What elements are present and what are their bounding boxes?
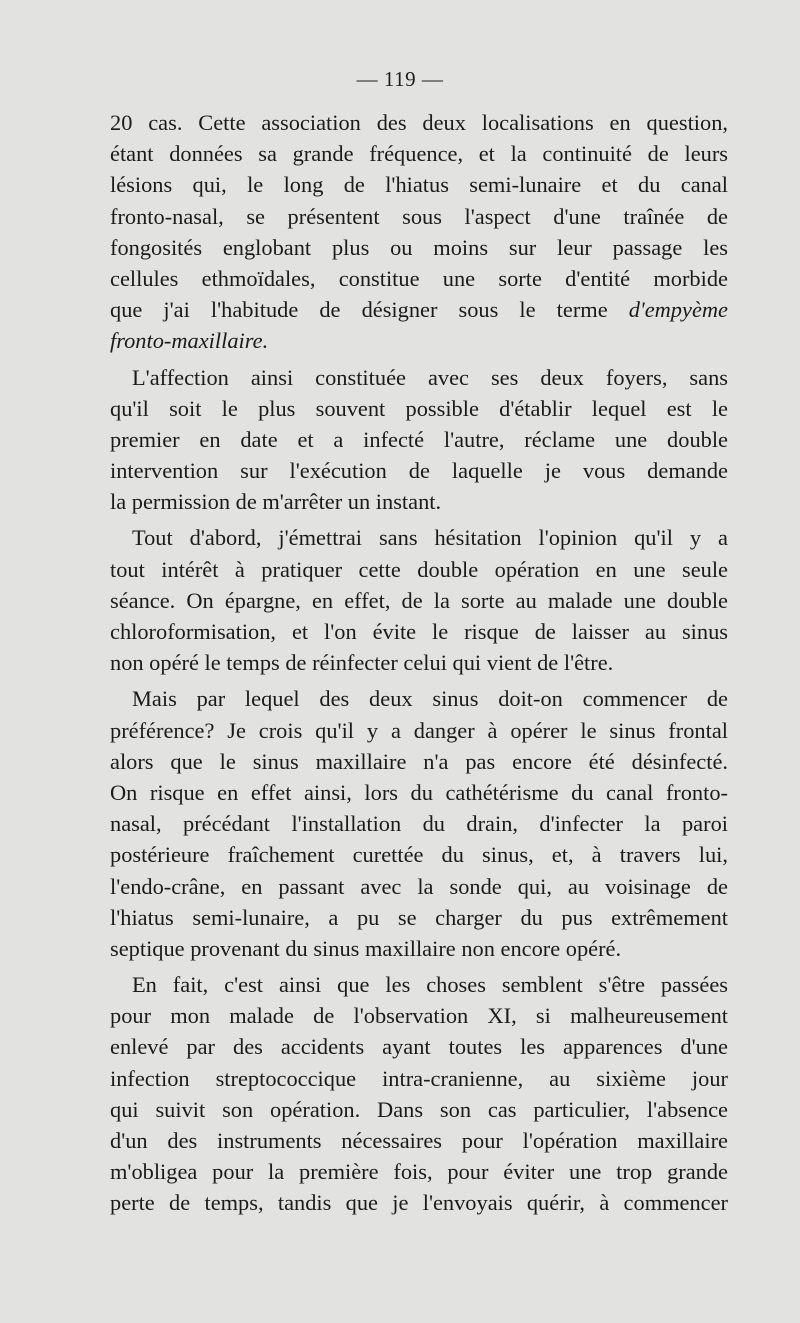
text-line: l'endo-crâne, en passant avec la sonde qui, au voisinage de [110, 873, 728, 899]
paragraph [110, 107, 728, 357]
text-line: non opéré le temps de réinfecter celui qui vient de l'être. [110, 650, 614, 676]
text-line: Mais par lequel des deux sinus doit-on commencer de [132, 686, 728, 712]
paragraph [110, 969, 728, 1219]
italic-term: fronto-maxillaire. [110, 328, 269, 354]
text-line: alors que le sinus maxillaire n'a pas encore été désinfecté. [110, 748, 728, 774]
paragraph [110, 362, 728, 518]
text-line: On risque en effet ainsi, lors du cathétérisme du canal fronto- [110, 779, 728, 805]
body-text [110, 107, 728, 1219]
text-line: fongosités englobant plus ou moins sur leur passage les [110, 234, 728, 260]
paragraph [110, 522, 728, 678]
text-line: qu'il soit le plus souvent possible d'établir lequel est le [110, 395, 728, 421]
text-line: L'affection ainsi constituée avec ses deux foyers, sans [132, 364, 728, 390]
text-line: perte de temps, tandis que je l'envoyais quérir, à commencer [110, 1190, 728, 1216]
text-line: d'un des instruments nécessaires pour l'opération maxillaire [110, 1128, 728, 1153]
text-line: préférence? Je crois qu'il y a danger à opérer le sinus frontal [110, 717, 728, 743]
page-number: — 119 — [356, 67, 444, 91]
text-line: 20 cas. Cette association des deux localisations en question, [110, 110, 728, 135]
text-line: chloroformisation, et l'on évite le risque de laisser au sinus [110, 619, 728, 644]
text-line: étant données sa grande fréquence, et la continuité de leurs [110, 141, 728, 167]
text-line: intervention sur l'exécution de laquelle je vous demande [110, 458, 728, 484]
text-line [110, 325, 728, 356]
text-line: nasal, précédant l'installation du drain, d'infecter la paroi [110, 811, 728, 837]
text-line: Tout d'abord, j'émettrai sans hésitation l'opinion qu'il y a [132, 525, 728, 551]
text-line: qui suivit son opération. Dans son cas particulier, l'absence [110, 1096, 728, 1122]
text-line: postérieure fraîchement curettée du sinus, et, à travers lui, [110, 842, 728, 868]
text-line: septique provenant du sinus maxillaire non encore opéré. [110, 935, 622, 961]
text-line: enlevé par des accidents ayant toutes les apparences d'une [110, 1034, 728, 1060]
paragraph [110, 683, 728, 964]
text-line: infection streptococcique intra-cranienne, au sixième jour [110, 1065, 728, 1091]
text-line: m'obligea pour la première fois, pour éviter une trop grande [110, 1159, 728, 1185]
text-line [110, 294, 728, 325]
text-line: cellules ethmoïdales, constitue une sorte d'entité morbide [110, 265, 728, 291]
text-line: la permission de m'arrêter un instant. [110, 489, 442, 515]
text-line: En fait, c'est ainsi que les choses semblent s'être passées [132, 972, 728, 998]
text-line: lésions qui, le long de l'hiatus semi-lunaire et du canal [110, 172, 728, 198]
text-line: séance. On épargne, en effet, de la sorte au malade une double [110, 587, 728, 613]
text-line-prefix: que j'ai l'habitude de désigner sous le terme [110, 297, 629, 323]
text-line: fronto-nasal, se présentent sous l'aspect d'une traînée de [110, 203, 728, 229]
text-line: tout intérêt à pratiquer cette double opération en une seule [110, 556, 728, 582]
text-line: premier en date et a infecté l'autre, réclame une double [110, 426, 728, 452]
text-line: pour mon malade de l'observation XI, si malheureusement [110, 1003, 728, 1029]
text-line: l'hiatus semi-lunaire, a pu se charger du pus extrêmement [110, 904, 728, 930]
italic-term: d'empyème [628, 297, 728, 323]
